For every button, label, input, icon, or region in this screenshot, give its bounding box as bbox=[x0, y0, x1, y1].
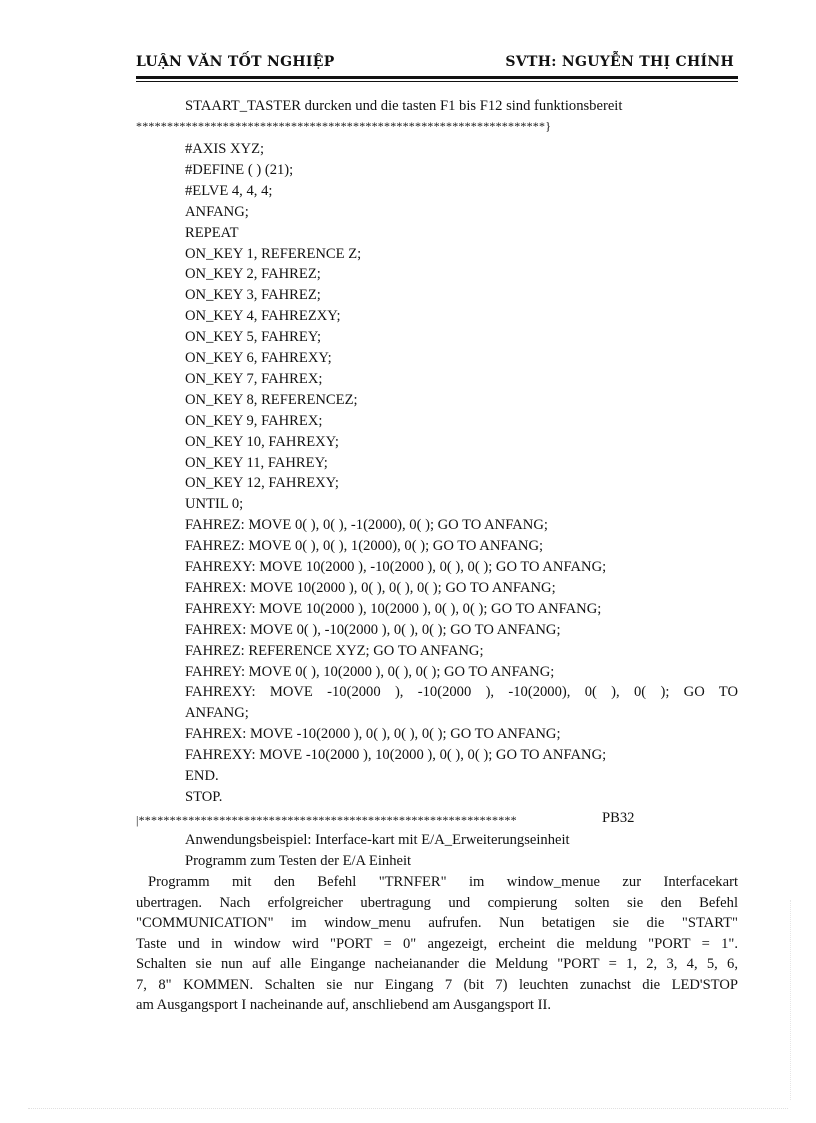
code-line: ON_KEY 11, FAHREY; bbox=[185, 454, 328, 471]
page-label: PB32 bbox=[602, 810, 635, 826]
code-line: UNTIL 0; bbox=[185, 496, 244, 513]
code-line: ON_KEY 8, REFERENCEZ; bbox=[185, 391, 358, 408]
code-line: FAHREXY: MOVE -10(2000 ), -10(2000 ), -10(2000), 0( ), 0( ); GO TO bbox=[185, 684, 738, 701]
paragraph-line: Schalten sie nun auf alle Eingange nacheianander die Meldung "PORT = 1, 2, 3, 4, 5, 6, bbox=[136, 956, 738, 972]
code-line: FAHREX: MOVE -10(2000 ), 0( ), 0( ), 0( ); GO TO ANFANG; bbox=[185, 726, 561, 743]
code-line: #AXIS XYZ; bbox=[185, 141, 265, 157]
header-rule-thin bbox=[136, 81, 738, 82]
code-line: ON_KEY 3, FAHREZ; bbox=[185, 287, 321, 304]
code-line: #DEFINE ( ) (21); bbox=[185, 161, 294, 178]
code-line: FAHREXY: MOVE -10(2000 ), 10(2000 ), 0( ), 0( ); GO TO ANFANG; bbox=[185, 747, 607, 764]
paragraph-line: 7, 8" KOMMEN. Schalten sie nur Eingang 7 (bit 7) leuchten zunachst die LED'STOP bbox=[136, 976, 738, 993]
code-line: REPEAT bbox=[185, 224, 239, 241]
code-line: ON_KEY 6, FAHREXY; bbox=[185, 350, 332, 366]
paragraph-line: "COMMUNICATION" im window_menu aufrufen. Nun betatigen sie die "START" bbox=[136, 915, 738, 931]
code-line: ANFANG; bbox=[185, 705, 249, 722]
code-line: FAHREXY: MOVE 10(2000 ), -10(2000 ), 0( ), 0( ); GO TO ANFANG; bbox=[185, 559, 607, 575]
code-line: STOP. bbox=[185, 788, 223, 805]
side-dotted-line bbox=[790, 900, 792, 1100]
stars-divider-top: ******************************************************************} bbox=[136, 119, 552, 133]
code-line: FAHREZ: MOVE 0( ), 0( ), -1(2000), 0( ); GO TO ANFANG; bbox=[185, 517, 548, 534]
body-paragraph bbox=[136, 872, 738, 1016]
code-line: #ELVE 4, 4, 4; bbox=[185, 182, 273, 199]
stars-divider-bottom: |************************************************************* bbox=[136, 813, 517, 827]
example-title: Anwendungsbeispiel: Interface-kart mit E/A_Erweiterungseinheit bbox=[185, 832, 570, 848]
code-line: ON_KEY 7, FAHREX; bbox=[185, 370, 323, 387]
code-line: ANFANG; bbox=[185, 203, 249, 220]
program-title: Programm zum Testen der E/A Einheit bbox=[185, 853, 412, 869]
header-student-name: SVTH: NGUYỄN THỊ CHÍNH bbox=[505, 54, 734, 70]
intro-line: STAART_TASTER durcken und die tasten F1 bis F12 sind funktionsbereit bbox=[185, 98, 623, 114]
code-line: ON_KEY 9, FAHREX; bbox=[185, 412, 323, 429]
code-line: ON_KEY 10, FAHREXY; bbox=[185, 433, 339, 450]
paragraph-line: ubertragen. Nach erfolgreicher ubertragung und compierung solten sie den Befehl bbox=[136, 894, 738, 911]
code-line: FAHREZ: MOVE 0( ), 0( ), 1(2000), 0( ); GO TO ANFANG; bbox=[185, 538, 544, 555]
paragraph-line: Taste und in window wird "PORT = 0" angezeigt, ercheint die meldung "PORT = 1". bbox=[136, 935, 738, 952]
header-thesis-title: LUẬN VĂN TỐT NGHIỆP bbox=[136, 54, 335, 70]
code-line: ON_KEY 4, FAHREZXY; bbox=[185, 308, 341, 325]
page-header bbox=[136, 52, 738, 74]
code-line: END. bbox=[185, 768, 219, 784]
code-line: FAHREX: MOVE 10(2000 ), 0( ), 0( ), 0( ); GO TO ANFANG; bbox=[185, 579, 556, 596]
footer-dotted-line bbox=[28, 1108, 788, 1110]
code-line: ON_KEY 2, FAHREZ; bbox=[185, 266, 321, 283]
code-line: FAHREY: MOVE 0( ), 10(2000 ), 0( ), 0( ); GO TO ANFANG; bbox=[185, 663, 555, 680]
code-line: FAHREXY: MOVE 10(2000 ), 10(2000 ), 0( ), 0( ); GO TO ANFANG; bbox=[185, 600, 602, 617]
paragraph-line: am Ausgangsport I nacheinande auf, anschliebend am Ausgangsport II. bbox=[136, 997, 551, 1013]
code-line: ON_KEY 1, REFERENCE Z; bbox=[185, 245, 362, 262]
code-line: ON_KEY 12, FAHREXY; bbox=[185, 475, 339, 492]
code-line: FAHREZ: REFERENCE XYZ; GO TO ANFANG; bbox=[185, 642, 484, 659]
code-line: ON_KEY 5, FAHREY; bbox=[185, 329, 322, 346]
paragraph-line: Programm mit den Befehl "TRNFER" im window_menue zur Interfacekart bbox=[148, 874, 738, 890]
code-line: FAHREX: MOVE 0( ), -10(2000 ), 0( ), 0( ); GO TO ANFANG; bbox=[185, 621, 561, 638]
header-rule-thick bbox=[136, 76, 738, 79]
